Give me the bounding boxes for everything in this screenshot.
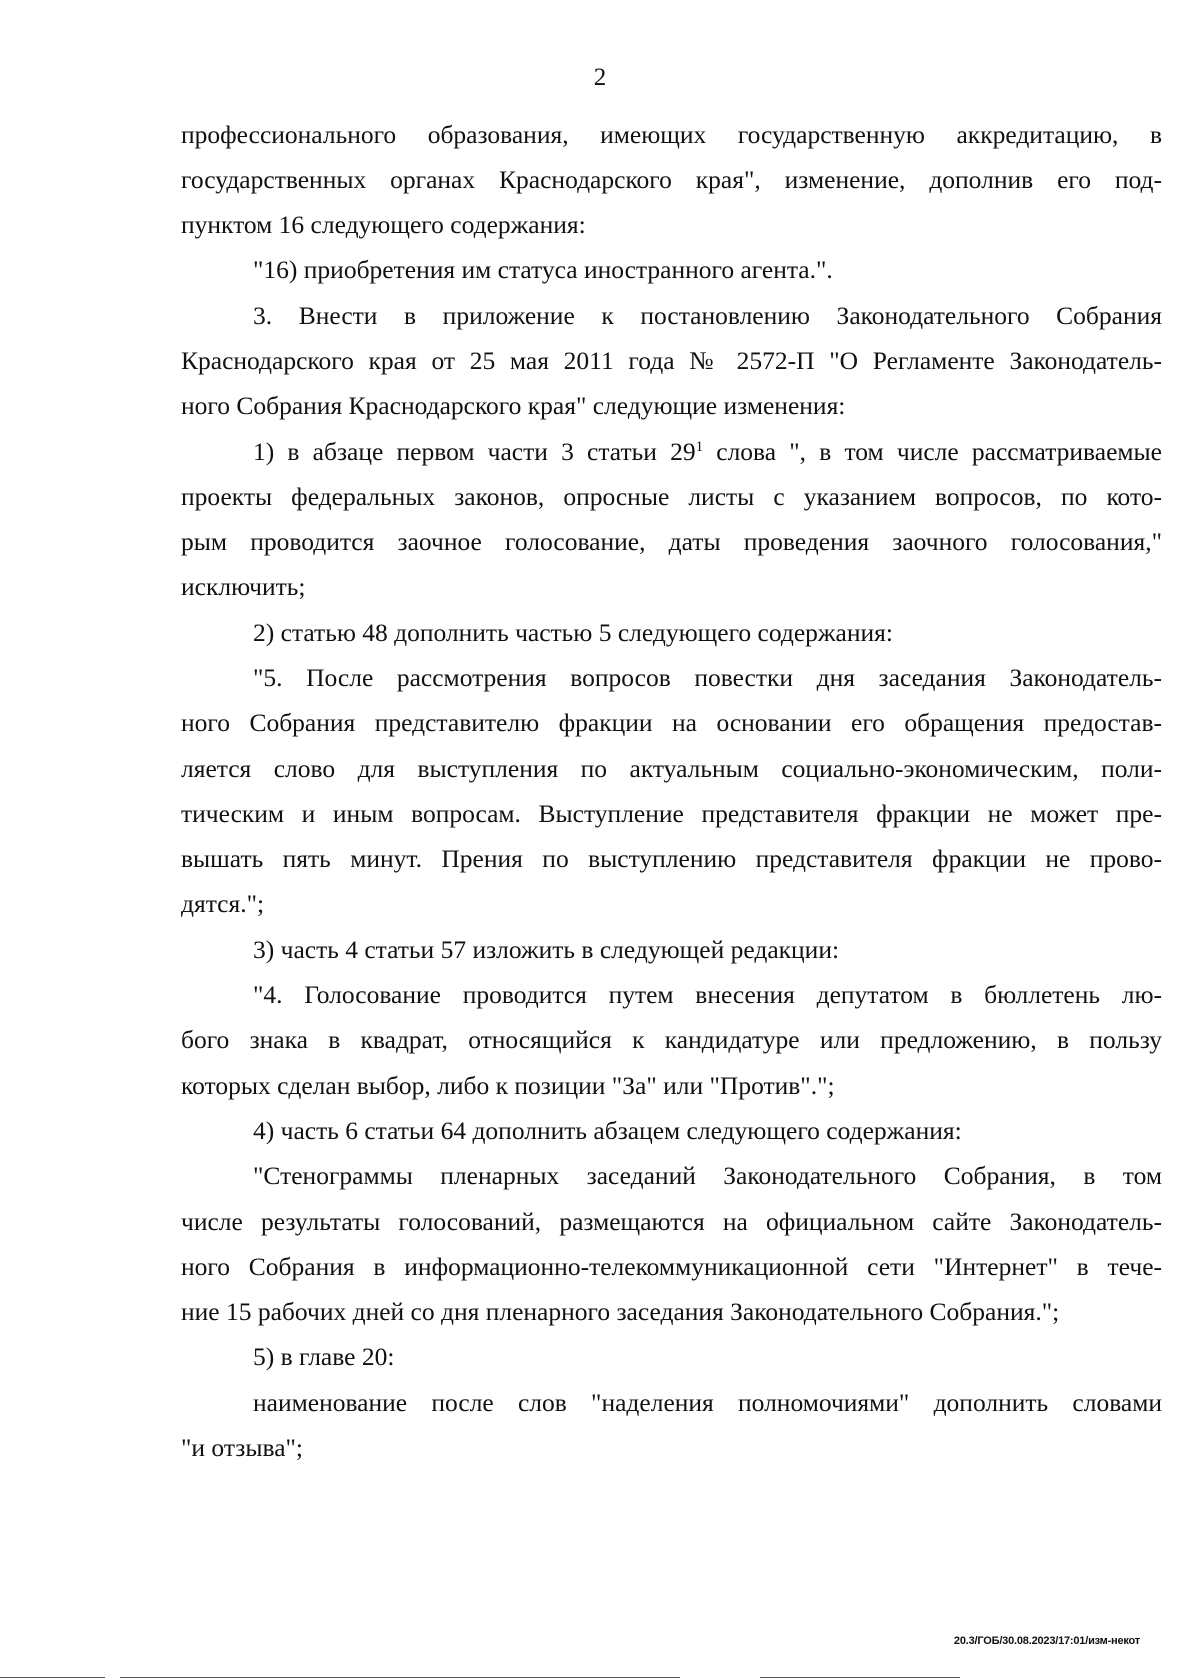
text-line: профессионального образования, имеющих государственную аккредитацию, в: [181, 120, 1162, 149]
text-line: которых сделан выбор, либо к позиции "За" или "Против".";: [181, 1071, 835, 1100]
text-line: "и отзыва";: [181, 1433, 304, 1462]
text-line: пунктом 16 следующего содержания:: [181, 210, 586, 239]
text-line: наименование после слов "наделения полномочиями" дополнить словами: [253, 1388, 1162, 1417]
text-line: "16) приобретения им статуса иностранного агента.".: [253, 255, 833, 284]
page-number: 2: [593, 64, 607, 91]
text-line: 3. Внести в приложение к постановлению Законодательного Собрания: [253, 301, 1162, 330]
text-line: "4. Голосование проводится путем внесения депутатом в бюллетень лю-: [253, 980, 1162, 1009]
text-line: числе результаты голосований, размещаются на официальном сайте Законодатель-: [181, 1207, 1162, 1236]
text-line: проекты федеральных законов, опросные листы с указанием вопросов, по кото-: [181, 482, 1162, 511]
text-line: бого знака в квадрат, относящийся к кандидатуре или предложению, в пользу: [181, 1025, 1162, 1054]
document-code: 20.3/ГОБ/30.08.2023/17:01/изм-некот: [953, 1635, 1140, 1647]
scan-edge-line: [760, 1677, 960, 1678]
text-line: ляется слово для выступления по актуальным социально-экономическим, поли-: [181, 754, 1162, 783]
text-line: 4) часть 6 статьи 64 дополнить абзацем следующего содержания:: [253, 1116, 962, 1145]
text-line: дятся.";: [181, 889, 265, 918]
superscript: 1: [695, 439, 704, 455]
text-line: Краснодарского края от 25 мая 2011 года № 2572-П "О Регламенте Законодатель-: [181, 346, 1162, 375]
text-fragment: 1) в абзаце первом части 3 статьи 29: [253, 437, 696, 466]
scan-edge-line: [120, 1677, 680, 1678]
text-line: тическим и иным вопросам. Выступление представителя фракции не может пре-: [181, 799, 1162, 828]
text-line: "5. После рассмотрения вопросов повестки дня заседания Законодатель-: [253, 663, 1162, 692]
text-line: ного Собрания представителю фракции на основании его обращения предостав-: [181, 708, 1162, 737]
text-line: "Стенограммы пленарных заседаний Законодательного Собрания, в том: [253, 1161, 1162, 1190]
text-line: вышать пять минут. Прения по выступлению представителя фракции не прово-: [181, 844, 1162, 873]
text-line: государственных органах Краснодарского края", изменение, дополнив его под-: [181, 165, 1162, 194]
scan-edge-line: [0, 1677, 105, 1678]
text-line: ного Собрания Краснодарского края" следующие изменения:: [181, 391, 846, 420]
text-line: 3) часть 4 статьи 57 изложить в следующей редакции:: [253, 935, 840, 964]
text-line: ние 15 рабочих дней со дня пленарного заседания Законодательного Собрания.";: [181, 1297, 1060, 1326]
text-line: 5) в главе 20:: [253, 1342, 395, 1371]
text-line: [253, 435, 1162, 469]
text-line: рым проводится заочное голосование, даты проведения заочного голосования,": [181, 527, 1162, 556]
text-line: 2) статью 48 дополнить частью 5 следующего содержания:: [253, 618, 893, 647]
text-line: ного Собрания в информационно-телекоммуникационной сети "Интернет" в тече-: [181, 1252, 1162, 1281]
text-line: исключить;: [181, 572, 306, 601]
text-fragment: слова ", в том числе рассматриваемые: [703, 437, 1162, 466]
